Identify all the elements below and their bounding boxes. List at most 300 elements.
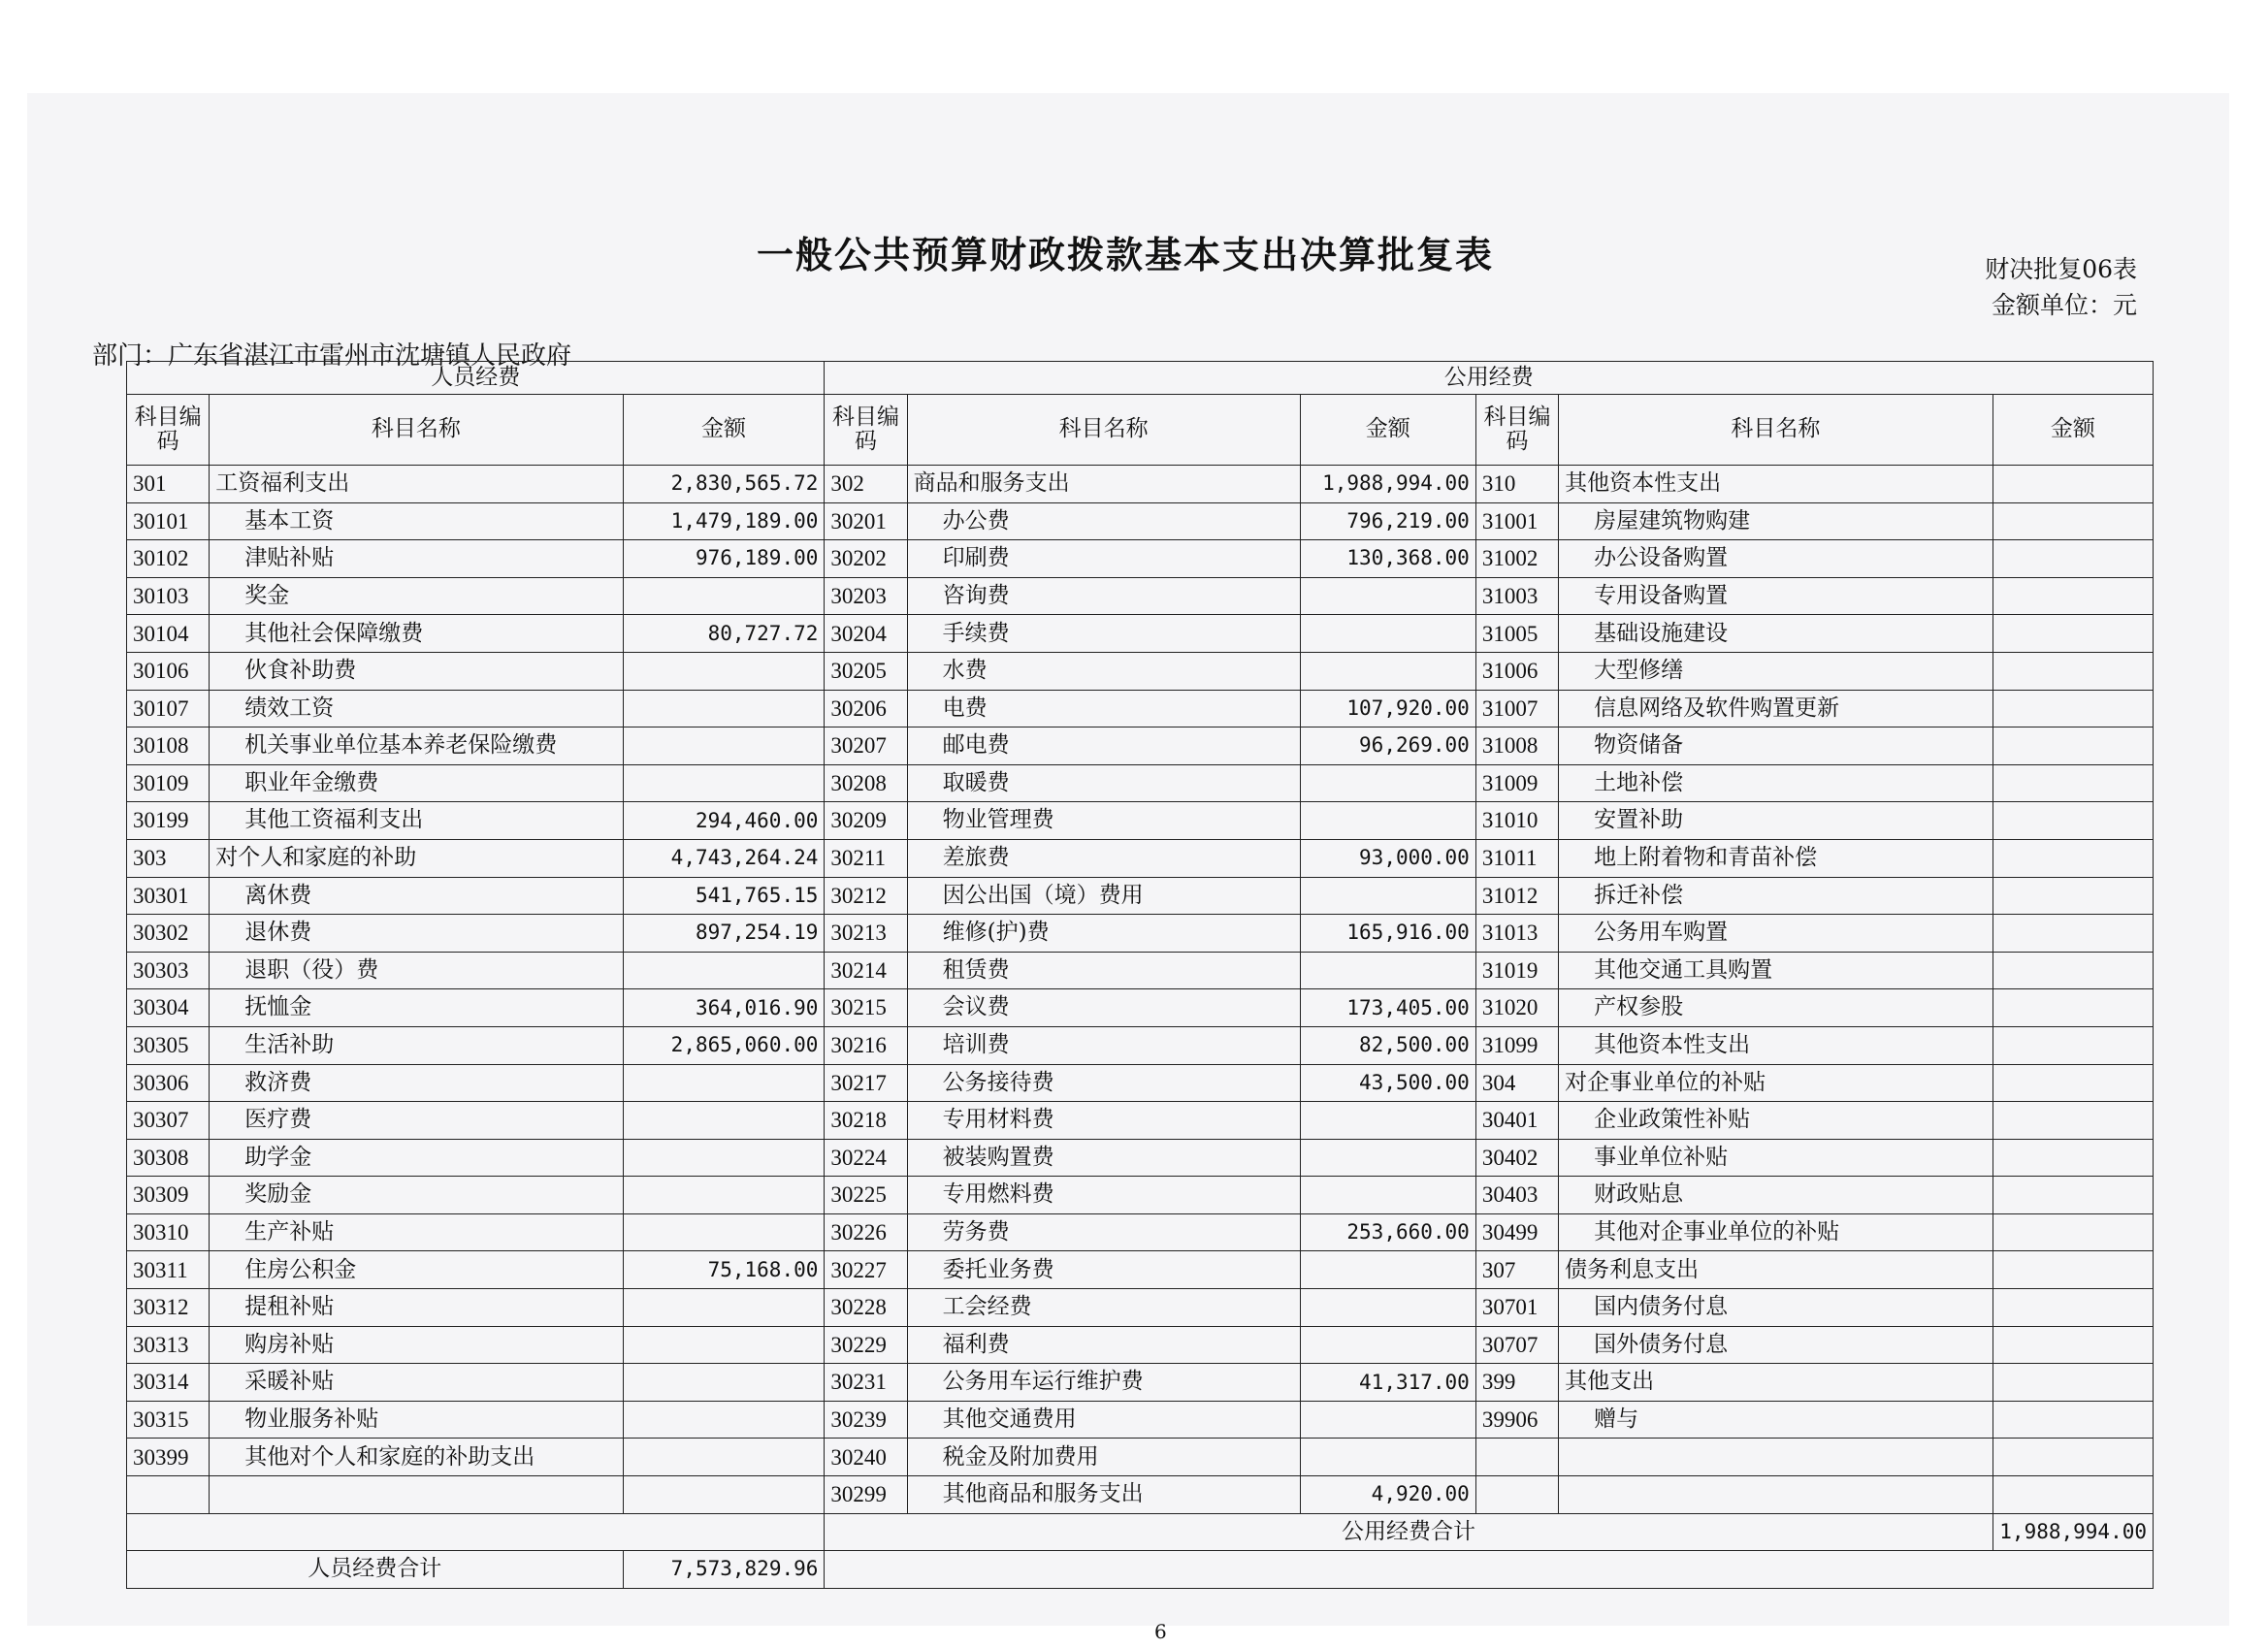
expenditure-table: [126, 361, 2154, 1589]
amount: [623, 1439, 825, 1476]
subject-name: 培训费: [907, 1026, 1300, 1064]
amount: [1993, 915, 2153, 953]
subject-code: 31020: [1475, 989, 1558, 1027]
amount: [1993, 1139, 2153, 1177]
subject-code: 30207: [825, 728, 907, 765]
table-row: [127, 1289, 2154, 1327]
amount: [1993, 1177, 2153, 1214]
subject-name: 退休费: [210, 915, 623, 953]
subject-code: 30226: [825, 1213, 907, 1251]
subject-name: 大型修缮: [1559, 652, 1993, 690]
amount: [1993, 1213, 2153, 1251]
subject-name: 提租补贴: [210, 1289, 623, 1327]
subject-code: 31007: [1475, 690, 1558, 728]
subject-name: 其他交通费用: [907, 1401, 1300, 1439]
subject-code: 31013: [1475, 915, 1558, 953]
subject-code: 39906: [1475, 1401, 1558, 1439]
subject-code: 30204: [825, 615, 907, 653]
amount: [1993, 877, 2153, 915]
subject-name: [1559, 1476, 1993, 1514]
amount: [1993, 1251, 2153, 1289]
amount: [1993, 728, 2153, 765]
table-row: [127, 1026, 2154, 1064]
subject-name: 抚恤金: [210, 989, 623, 1027]
amount: 1,479,189.00: [623, 502, 825, 540]
subject-name: 产权参股: [1559, 989, 1993, 1027]
table-row: [127, 1439, 2154, 1476]
personnel-total-label: 人员经费合计: [127, 1551, 624, 1589]
amount: 96,269.00: [1300, 728, 1475, 765]
amount: [623, 1476, 825, 1514]
subject-code: 30103: [127, 577, 210, 615]
amount: 2,830,565.72: [623, 466, 825, 503]
subject-code: 31010: [1475, 802, 1558, 840]
amount: [1993, 1064, 2153, 1102]
amount-header: 金额: [1300, 395, 1475, 466]
subject-name: 专用燃料费: [907, 1177, 1300, 1214]
table-row: [127, 615, 2154, 653]
subject-name: 赠与: [1559, 1401, 1993, 1439]
subject-name: 电费: [907, 690, 1300, 728]
subject-code: 30314: [127, 1364, 210, 1402]
subject-code: 30211: [825, 839, 907, 877]
name-header: 科目名称: [1559, 395, 1993, 466]
subject-name: 安置补助: [1559, 802, 1993, 840]
subject-code: 30299: [825, 1476, 907, 1514]
subject-name: 机关事业单位基本养老保险缴费: [210, 728, 623, 765]
subject-code: 30229: [825, 1326, 907, 1364]
subject-code: 31006: [1475, 652, 1558, 690]
amount: 75,168.00: [623, 1251, 825, 1289]
table-row: [127, 728, 2154, 765]
subject-name: 公务用车运行维护费: [907, 1364, 1300, 1402]
subject-name: 其他资本性支出: [1559, 1026, 1993, 1064]
amount: [1300, 577, 1475, 615]
personnel-total-row: [127, 1551, 2154, 1589]
amount: 2,865,060.00: [623, 1026, 825, 1064]
subject-code: 30199: [127, 802, 210, 840]
name-header: 科目名称: [210, 395, 623, 466]
subject-name: 福利费: [907, 1326, 1300, 1364]
subject-code: 30308: [127, 1139, 210, 1177]
amount: [1300, 1102, 1475, 1140]
amount: [623, 1102, 825, 1140]
amount-header: 金额: [623, 395, 825, 466]
amount: [623, 1064, 825, 1102]
subject-name: 信息网络及软件购置更新: [1559, 690, 1993, 728]
subject-code: 30206: [825, 690, 907, 728]
table-row: [127, 1326, 2154, 1364]
subject-name: 奖励金: [210, 1177, 623, 1214]
subject-code: 30310: [127, 1213, 210, 1251]
amount: 107,920.00: [1300, 690, 1475, 728]
subject-code: 31099: [1475, 1026, 1558, 1064]
amount: [1993, 577, 2153, 615]
amount: [623, 1364, 825, 1402]
group-header-row: [127, 362, 2154, 395]
subject-name: 水费: [907, 652, 1300, 690]
subject-name: 会议费: [907, 989, 1300, 1027]
amount: [1993, 1439, 2153, 1476]
subject-name: 生产补贴: [210, 1213, 623, 1251]
amount: 4,743,264.24: [623, 839, 825, 877]
subject-name: 咨询费: [907, 577, 1300, 615]
subject-name: 对企事业单位的补贴: [1559, 1064, 1993, 1102]
amount: [1993, 1102, 2153, 1140]
amount: 897,254.19: [623, 915, 825, 953]
subject-code: 30212: [825, 877, 907, 915]
subject-name: 因公出国（境）费用: [907, 877, 1300, 915]
subject-code: 30399: [127, 1439, 210, 1476]
document-title: 一般公共预算财政拨款基本支出决算批复表: [756, 233, 1494, 276]
subject-name: 土地补偿: [1559, 764, 1993, 802]
subject-code: 31005: [1475, 615, 1558, 653]
amount: [1993, 1289, 2153, 1327]
subject-name: 其他对个人和家庭的补助支出: [210, 1439, 623, 1476]
amount: [623, 652, 825, 690]
subject-name: 购房补贴: [210, 1326, 623, 1364]
subject-name: 物业管理费: [907, 802, 1300, 840]
amount: [1993, 690, 2153, 728]
subject-name: 住房公积金: [210, 1251, 623, 1289]
table-row: [127, 1177, 2154, 1214]
amount: [1993, 764, 2153, 802]
amount: [1300, 1289, 1475, 1327]
subject-name: 基础设施建设: [1559, 615, 1993, 653]
table-row: [127, 690, 2154, 728]
subject-name: 医疗费: [210, 1102, 623, 1140]
subject-name: 办公设备购置: [1559, 540, 1993, 578]
amount: 130,368.00: [1300, 540, 1475, 578]
subject-name: 取暖费: [907, 764, 1300, 802]
name-header: 科目名称: [907, 395, 1300, 466]
subject-code: 30707: [1475, 1326, 1558, 1364]
table-row: [127, 652, 2154, 690]
subject-code: 30225: [825, 1177, 907, 1214]
subject-name: 国外债务付息: [1559, 1326, 1993, 1364]
subject-code: 30218: [825, 1102, 907, 1140]
subject-code: 30307: [127, 1102, 210, 1140]
amount: [623, 1289, 825, 1327]
amount: [623, 1401, 825, 1439]
subject-name: 事业单位补贴: [1559, 1139, 1993, 1177]
amount: [623, 1326, 825, 1364]
amount: 976,189.00: [623, 540, 825, 578]
amount: [1993, 652, 2153, 690]
subject-name: 房屋建筑物购建: [1559, 502, 1993, 540]
table-row: [127, 1476, 2154, 1514]
table-row: [127, 839, 2154, 877]
subject-code: 30228: [825, 1289, 907, 1327]
amount: 541,765.15: [623, 877, 825, 915]
amount: 93,000.00: [1300, 839, 1475, 877]
public-total-amount: 1,988,994.00: [1993, 1513, 2153, 1551]
subject-code: 30208: [825, 764, 907, 802]
amount: 364,016.90: [623, 989, 825, 1027]
form-number: 财决批复06表: [1985, 255, 2137, 283]
amount: [1993, 839, 2153, 877]
public-group-header: 公用经费: [825, 362, 2154, 395]
subject-code: 30216: [825, 1026, 907, 1064]
subject-code: 30109: [127, 764, 210, 802]
amount: [1300, 764, 1475, 802]
amount: 796,219.00: [1300, 502, 1475, 540]
public-total-row: [127, 1513, 2154, 1551]
table-row: [127, 1213, 2154, 1251]
subject-name: 助学金: [210, 1139, 623, 1177]
table-row: [127, 802, 2154, 840]
subject-name: [1559, 1439, 1993, 1476]
subject-name: 采暖补贴: [210, 1364, 623, 1402]
subject-name: 维修(护)费: [907, 915, 1300, 953]
subject-name: 劳务费: [907, 1213, 1300, 1251]
amount: [1993, 502, 2153, 540]
subject-code: [127, 1476, 210, 1514]
subject-code: 30231: [825, 1364, 907, 1402]
subject-code: 302: [825, 466, 907, 503]
subject-code: 30239: [825, 1401, 907, 1439]
subject-name: 债务利息支出: [1559, 1251, 1993, 1289]
personnel-group-header: 人员经费: [127, 362, 825, 395]
subject-name: 专用设备购置: [1559, 577, 1993, 615]
amount: [1300, 1326, 1475, 1364]
subject-name: 津贴补贴: [210, 540, 623, 578]
table-row: [127, 952, 2154, 989]
subject-name: 其他支出: [1559, 1364, 1993, 1402]
amount: [1300, 1177, 1475, 1214]
subject-name: 公务用车购置: [1559, 915, 1993, 953]
public-total-label: 公用经费合计: [825, 1513, 1993, 1551]
amount: [623, 952, 825, 989]
subject-name: 国内债务付息: [1559, 1289, 1993, 1327]
subject-name: 印刷费: [907, 540, 1300, 578]
subject-code: 30402: [1475, 1139, 1558, 1177]
subject-name: 公务接待费: [907, 1064, 1300, 1102]
subject-name: 奖金: [210, 577, 623, 615]
table-row: [127, 540, 2154, 578]
subject-name: 工资福利支出: [210, 466, 623, 503]
amount: [623, 577, 825, 615]
spacer-cell: [825, 1551, 2154, 1589]
amount-unit: 金额单位：元: [1991, 291, 2137, 319]
subject-name: 差旅费: [907, 839, 1300, 877]
table-row: [127, 1251, 2154, 1289]
subject-name: 生活补助: [210, 1026, 623, 1064]
subject-name: 其他商品和服务支出: [907, 1476, 1300, 1514]
table-row: [127, 915, 2154, 953]
subject-code: [1475, 1439, 1558, 1476]
subject-code: 303: [127, 839, 210, 877]
amount: [623, 690, 825, 728]
subject-code: 30107: [127, 690, 210, 728]
subject-code: 30104: [127, 615, 210, 653]
subject-name: 委托业务费: [907, 1251, 1300, 1289]
subject-name: 工会经费: [907, 1289, 1300, 1327]
amount: [1993, 1326, 2153, 1364]
subject-name: 基本工资: [210, 502, 623, 540]
amount: 4,920.00: [1300, 1476, 1475, 1514]
table-row: [127, 1401, 2154, 1439]
subject-code: 30301: [127, 877, 210, 915]
subject-code: 31009: [1475, 764, 1558, 802]
subject-code: 31011: [1475, 839, 1558, 877]
subject-code: 30304: [127, 989, 210, 1027]
code-header: 科目编码: [1475, 395, 1558, 466]
table-row: [127, 1064, 2154, 1102]
subject-name: 企业政策性补贴: [1559, 1102, 1993, 1140]
amount: [1993, 540, 2153, 578]
amount: [1993, 1026, 2153, 1064]
subject-code: 30401: [1475, 1102, 1558, 1140]
amount: [1993, 952, 2153, 989]
subject-code: 30312: [127, 1289, 210, 1327]
subject-name: 税金及附加费用: [907, 1439, 1300, 1476]
subject-name: 离休费: [210, 877, 623, 915]
amount: 1,988,994.00: [1300, 466, 1475, 503]
subject-code: 30224: [825, 1139, 907, 1177]
subject-code: 31019: [1475, 952, 1558, 989]
subject-name: 其他对企事业单位的补贴: [1559, 1213, 1993, 1251]
subject-name: 被装购置费: [907, 1139, 1300, 1177]
amount: [1300, 952, 1475, 989]
subject-code: 30701: [1475, 1289, 1558, 1327]
amount: [1300, 1401, 1475, 1439]
amount: 173,405.00: [1300, 989, 1475, 1027]
subject-code: 30240: [825, 1439, 907, 1476]
subject-name: 手续费: [907, 615, 1300, 653]
subject-code: 30203: [825, 577, 907, 615]
subject-code: [1475, 1476, 1558, 1514]
subject-code: 30202: [825, 540, 907, 578]
subject-code: 30217: [825, 1064, 907, 1102]
subject-code: 30499: [1475, 1213, 1558, 1251]
department-label: 部门：广东省湛江市雷州市沈塘镇人民政府: [92, 341, 572, 371]
subject-code: 30305: [127, 1026, 210, 1064]
subject-name: 职业年金缴费: [210, 764, 623, 802]
subject-code: 30227: [825, 1251, 907, 1289]
subject-code: 30108: [127, 728, 210, 765]
table-row: [127, 989, 2154, 1027]
subject-code: 30403: [1475, 1177, 1558, 1214]
amount: 82,500.00: [1300, 1026, 1475, 1064]
personnel-total-amount: 7,573,829.96: [623, 1551, 825, 1589]
table-row: [127, 466, 2154, 503]
subject-name: 其他交通工具购置: [1559, 952, 1993, 989]
subject-name: 其他工资福利支出: [210, 802, 623, 840]
amount: [1993, 1476, 2153, 1514]
amount: [623, 764, 825, 802]
table-row: [127, 764, 2154, 802]
amount: [1993, 1401, 2153, 1439]
amount: [1300, 1251, 1475, 1289]
subject-name: 拆迁补偿: [1559, 877, 1993, 915]
amount: [1993, 1364, 2153, 1402]
amount: [1300, 615, 1475, 653]
subject-code: 304: [1475, 1064, 1558, 1102]
subject-code: 30309: [127, 1177, 210, 1214]
table-row: [127, 1364, 2154, 1402]
table-row: [127, 577, 2154, 615]
subject-code: 30213: [825, 915, 907, 953]
subject-code: 31012: [1475, 877, 1558, 915]
subject-code: 30214: [825, 952, 907, 989]
subject-name: 租赁费: [907, 952, 1300, 989]
amount: 80,727.72: [623, 615, 825, 653]
subject-name: 商品和服务支出: [907, 466, 1300, 503]
amount-header: 金额: [1993, 395, 2153, 466]
subject-name: 其他资本性支出: [1559, 466, 1993, 503]
subject-name: 邮电费: [907, 728, 1300, 765]
subject-code: 30209: [825, 802, 907, 840]
amount: 253,660.00: [1300, 1213, 1475, 1251]
subject-code: 30215: [825, 989, 907, 1027]
subject-code: 30313: [127, 1326, 210, 1364]
subject-name: 对个人和家庭的补助: [210, 839, 623, 877]
amount: [623, 1177, 825, 1214]
amount: [1300, 652, 1475, 690]
subject-code: 30302: [127, 915, 210, 953]
subject-code: 31003: [1475, 577, 1558, 615]
amount: [623, 1213, 825, 1251]
amount: [1993, 989, 2153, 1027]
amount: [1300, 877, 1475, 915]
subject-code: 30311: [127, 1251, 210, 1289]
subject-name: 地上附着物和青苗补偿: [1559, 839, 1993, 877]
subject-name: 退职（役）费: [210, 952, 623, 989]
subject-name: 物资储备: [1559, 728, 1993, 765]
code-header: 科目编码: [127, 395, 210, 466]
amount: [1993, 802, 2153, 840]
amount: 43,500.00: [1300, 1064, 1475, 1102]
subject-code: 307: [1475, 1251, 1558, 1289]
subject-code: 30201: [825, 502, 907, 540]
amount: [1300, 1139, 1475, 1177]
table-row: [127, 877, 2154, 915]
amount: 41,317.00: [1300, 1364, 1475, 1402]
amount: [1993, 615, 2153, 653]
amount: [1300, 1439, 1475, 1476]
table-row: [127, 502, 2154, 540]
subject-code: 31008: [1475, 728, 1558, 765]
subject-name: [210, 1476, 623, 1514]
amount: [623, 728, 825, 765]
subject-code: 30303: [127, 952, 210, 989]
subject-code: 310: [1475, 466, 1558, 503]
subject-name: 伙食补助费: [210, 652, 623, 690]
code-header: 科目编码: [825, 395, 907, 466]
table-row: [127, 1102, 2154, 1140]
amount: 165,916.00: [1300, 915, 1475, 953]
amount: 294,460.00: [623, 802, 825, 840]
subject-code: 30315: [127, 1401, 210, 1439]
amount: [623, 1139, 825, 1177]
table-row: [127, 1139, 2154, 1177]
subject-name: 办公费: [907, 502, 1300, 540]
subject-name: 物业服务补贴: [210, 1401, 623, 1439]
subject-name: 专用材料费: [907, 1102, 1300, 1140]
subject-code: 30205: [825, 652, 907, 690]
subject-code: 30306: [127, 1064, 210, 1102]
page-number: 6: [1154, 1622, 1167, 1641]
subject-code: 301: [127, 466, 210, 503]
column-header-row: [127, 395, 2154, 466]
subject-code: 31001: [1475, 502, 1558, 540]
subject-code: 399: [1475, 1364, 1558, 1402]
subject-name: 救济费: [210, 1064, 623, 1102]
amount: [1993, 466, 2153, 503]
subject-code: 30106: [127, 652, 210, 690]
subject-code: 30101: [127, 502, 210, 540]
